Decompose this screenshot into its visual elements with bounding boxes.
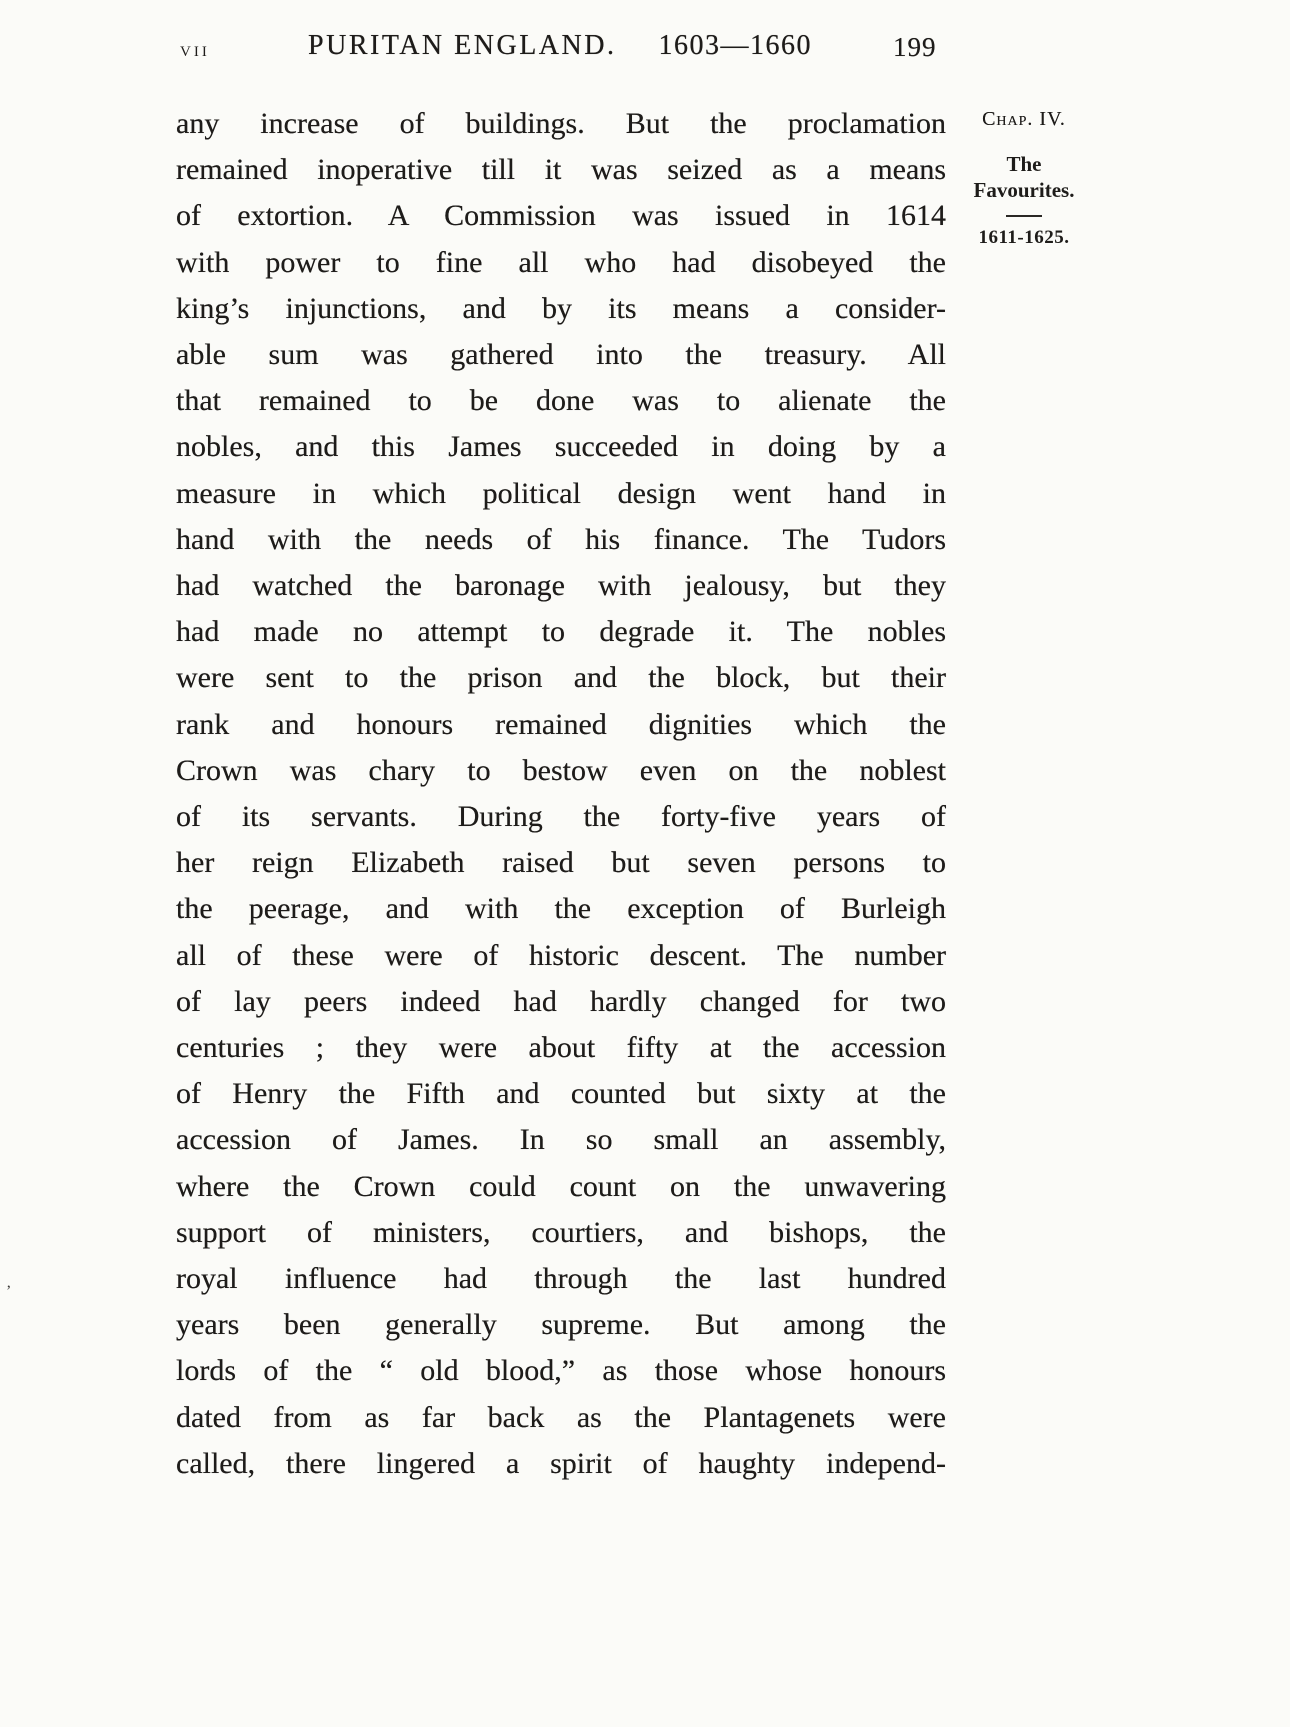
text-line: of its servants. During the forty-five years of — [176, 800, 946, 834]
side-note-dates: 1611-1625. — [978, 227, 1070, 248]
text-line: accession of James. In so small an assembly, — [176, 1123, 946, 1157]
side-note-rule — [1006, 215, 1042, 217]
running-head — [0, 30, 1290, 70]
text-line: centuries ; they were about fifty at the accession — [176, 1031, 946, 1065]
text-line: were sent to the prison and the block, but their — [176, 661, 946, 695]
side-note-the: The — [1006, 152, 1042, 176]
chapter-note: Chap. IV. — [982, 108, 1066, 130]
page-number: 199 — [893, 32, 937, 62]
scan-artifact-mark: ’ — [6, 1283, 12, 1300]
text-line: of Henry the Fifth and counted but sixty at the — [176, 1077, 946, 1111]
text-line: king’s injunctions, and by its means a consider- — [176, 291, 946, 325]
text-line: any increase of buildings. But the proclamation — [176, 107, 946, 140]
text-line: her reign Elizabeth raised but seven persons to — [176, 846, 946, 880]
text-line: Crown was chary to bestow even on the noblest — [176, 753, 946, 787]
text-line: lords of the “ old blood,” as those whose honours — [176, 1354, 946, 1388]
text-line: called, there lingered a spirit of haughty independ- — [176, 1446, 946, 1480]
text-line: hand with the needs of his finance. The Tudors — [176, 522, 946, 556]
text-line: the peerage, and with the exception of Burleigh — [176, 892, 946, 926]
chapter-number-header: vii — [180, 36, 210, 61]
text-line: with power to fine all who had disobeyed the — [176, 245, 946, 279]
text-line: nobles, and this James succeeded in doing by a — [176, 430, 946, 464]
text-line: had made no attempt to degrade it. The nobles — [176, 615, 946, 649]
text-line: support of ministers, courtiers, and bishops, the — [176, 1215, 946, 1249]
text-line: remained inoperative till it was seized as a means — [176, 153, 946, 187]
text-line: of extortion. A Commission was issued in 1614 — [176, 199, 946, 233]
text-line: able sum was gathered into the treasury. All — [176, 338, 946, 372]
text-line: had watched the baronage with jealousy, but they — [176, 569, 946, 603]
margin-notes — [953, 108, 1095, 249]
body-text — [176, 101, 946, 1487]
text-line: dated from as far back as the Plantagenets were — [176, 1400, 946, 1434]
text-line: where the Crown could count on the unwavering — [176, 1169, 946, 1203]
text-line: royal influence had through the last hundred — [176, 1262, 946, 1296]
page-header-title — [175, 30, 945, 62]
text-line: that remained to be done was to alienate the — [176, 384, 946, 418]
text-line: rank and honours remained dignities which the — [176, 707, 946, 741]
side-note-favourites: Favourites. — [973, 178, 1075, 202]
book-title: PURITAN ENGLAND. — [308, 30, 617, 61]
text-line: years been generally supreme. But among the — [176, 1308, 946, 1342]
book-date-range: 1603—1660 — [658, 30, 812, 61]
text-line: of lay peers indeed had hardly changed for two — [176, 984, 946, 1018]
text-line: all of these were of historic descent. The number — [176, 938, 946, 972]
text-line: measure in which political design went hand in — [176, 476, 946, 510]
